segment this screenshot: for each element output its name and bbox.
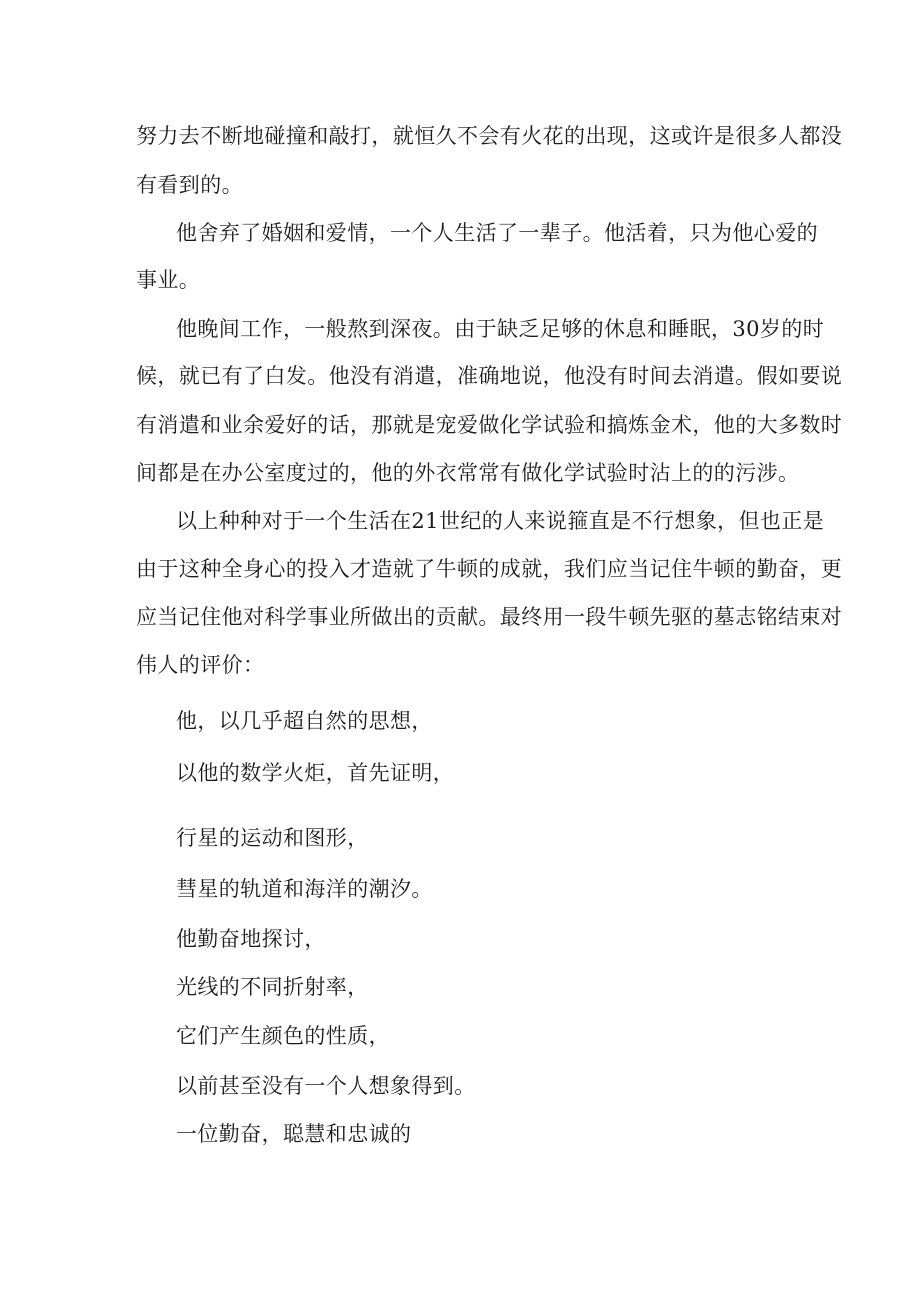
paragraph-4-line-1: 以上种种对于一个生活在21世纪的人来说箍直是不行想象，但也正是	[176, 509, 825, 533]
poem-line-9: 一位勤奋，聪慧和忠诚的	[176, 1122, 412, 1146]
poem-line-6: 光线的不同折射率，	[176, 975, 369, 999]
paragraph-1-line-2: 有看到的。	[136, 173, 243, 197]
paragraph-3-line-4: 间都是在办公室度过的，他的外衣常常有做化学试验时沾上的的污涉。	[136, 461, 800, 485]
paragraph-4-line-4: 伟人的评价：	[136, 653, 265, 677]
paragraph-2-line-1: 他舍弃了婚姻和爱情，一个人生活了一辈子。他活着，只为他心爱的	[176, 221, 818, 245]
poem-line-7: 它们产生颜色的性质，	[176, 1024, 390, 1048]
paragraph-3-line-1: 他晚间工作，一般熬到深夜。由于缺乏足够的休息和睡眠，30岁的时	[176, 317, 825, 341]
paragraph-1-line-1: 努力去不断地碰撞和敲打，就恒久不会有火花的出现，这或许是很多人都没	[136, 124, 843, 148]
poem-line-4: 彗星的轨道和海洋的潮汐。	[176, 877, 433, 901]
poem-line-8: 以前甚至没有一个人想象得到。	[176, 1074, 476, 1098]
poem-line-5: 他勤奋地探讨，	[176, 927, 326, 951]
poem-line-1: 他，以几乎超自然的思想，	[176, 709, 433, 733]
poem-line-2: 以他的数学火炬，首先证明，	[176, 761, 455, 785]
paragraph-2-line-2: 事业。	[136, 268, 201, 292]
paragraph-3-line-3: 有消遣和业余爱好的话，那就是宠爱做化学试验和搞炼金术，他的大多数时	[136, 413, 843, 437]
poem-line-3: 行星的运动和图形，	[176, 826, 369, 850]
paragraph-4-line-3: 应当记住他对科学事业所做出的贡献。最终用一段牛顿先驱的墓志铭结束对	[136, 605, 843, 629]
paragraph-4-line-2: 由于这种全身心的投入才造就了牛顿的成就，我们应当记住牛顿的勤奋，更	[136, 557, 843, 581]
paragraph-3-line-2: 候，就已有了白发。他没有消遣，准确地说，他没有时间去消遣。假如要说	[136, 364, 843, 388]
